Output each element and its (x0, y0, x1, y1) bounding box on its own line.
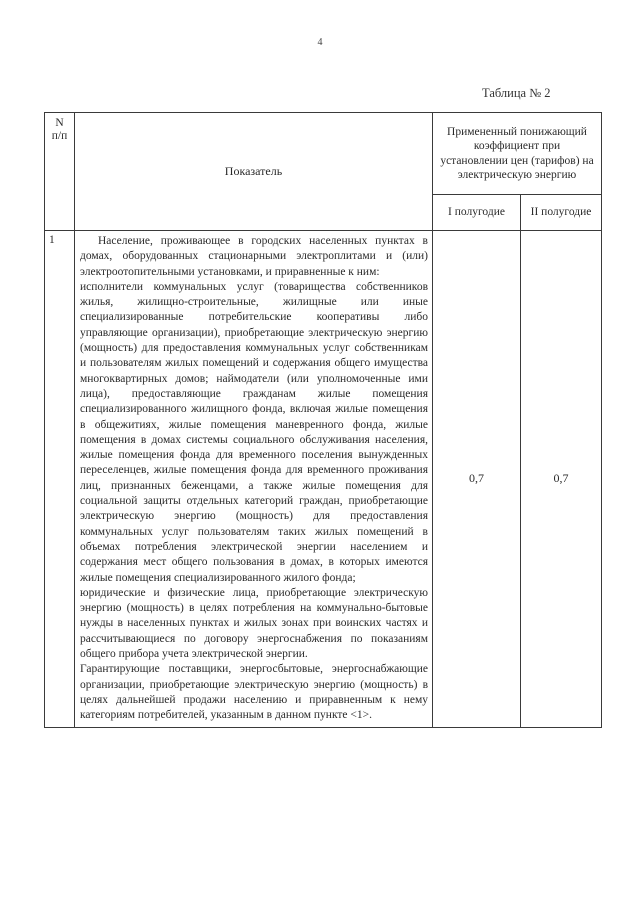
paragraph: Гарантирующие поставщики, энергосбытовые, энергоснабжающие организации, приобретающие электрическую энергию (мощность) в целях дальнейшей продажи населению и приравненным к нему категориям потребителей, указанным в данном пункте <1>. (80, 663, 428, 722)
table-caption: Таблица № 2 (482, 86, 551, 100)
header-indicator: Показатель (75, 113, 433, 231)
page-number: 4 (317, 37, 323, 48)
table-row (45, 231, 602, 728)
table-header-row (45, 113, 602, 195)
paragraph: Население, проживающее в городских населенных пунктах в домах, оборудованных стационарными электроплитами и (или) электроотопительными установками, и приравненные к ним: (80, 235, 428, 278)
row-indicator-text (75, 231, 433, 728)
value-half-2: 0,7 (521, 231, 602, 728)
coefficient-table (44, 112, 602, 728)
row-number: 1 (45, 231, 75, 728)
header-half-2: II полугодие (521, 195, 602, 231)
paragraph: исполнители коммунальных услуг (товарищества собственников жилья, жилищно-строительные, жилищные или иные специализированные потребительские кооперативы либо управляющие организации), приобретающие электрическую энергию (мощность) для предоставления коммунальных услуг собственникам и пользователям жилых помещений и содержания общего имущества многоквартирных домов; наймодатели (или уполномоченные ими лица), предоставляющие гражданам жилые помещения специализированного жилищного фонда, включая жилые помещения в общежитиях, жилые помещения маневренного фонда, жилые помещения в домах системы социального обслуживания населения, жилые помещения фонда для временного поселения вынужденных переселенцев, жилые помещения фонда для временного проживания лиц, признанных беженцами, а также жилые помещения для социальной защиты отдельных категорий граждан, приобретающие электрическую энергию (мощность) для предоставления коммунальных услуг пользователям таких жилых помещений в объемах потребления электрической энергии населением и содержания мест общего пользования в домах, в которых имеются жилые помещения специализированного жилого фонда; (80, 280, 428, 584)
value-half-1: 0,7 (433, 231, 521, 728)
header-coefficient: Примененный понижающий коэффициент при установлении цен (тарифов) на электрическую энергию (433, 113, 602, 195)
header-half-1: I полугодие (433, 195, 521, 231)
paragraph: юридические и физические лица, приобретающие электрическую энергию (мощность) в целях потребления на коммунально-бытовые нужды в населенных пунктах и жилых зонах при воинских частях и рассчитывающиеся по договору энергоснабжения по показаниям общего прибора учета электрической энергии. (80, 586, 428, 661)
header-num: N п/п (45, 113, 75, 231)
